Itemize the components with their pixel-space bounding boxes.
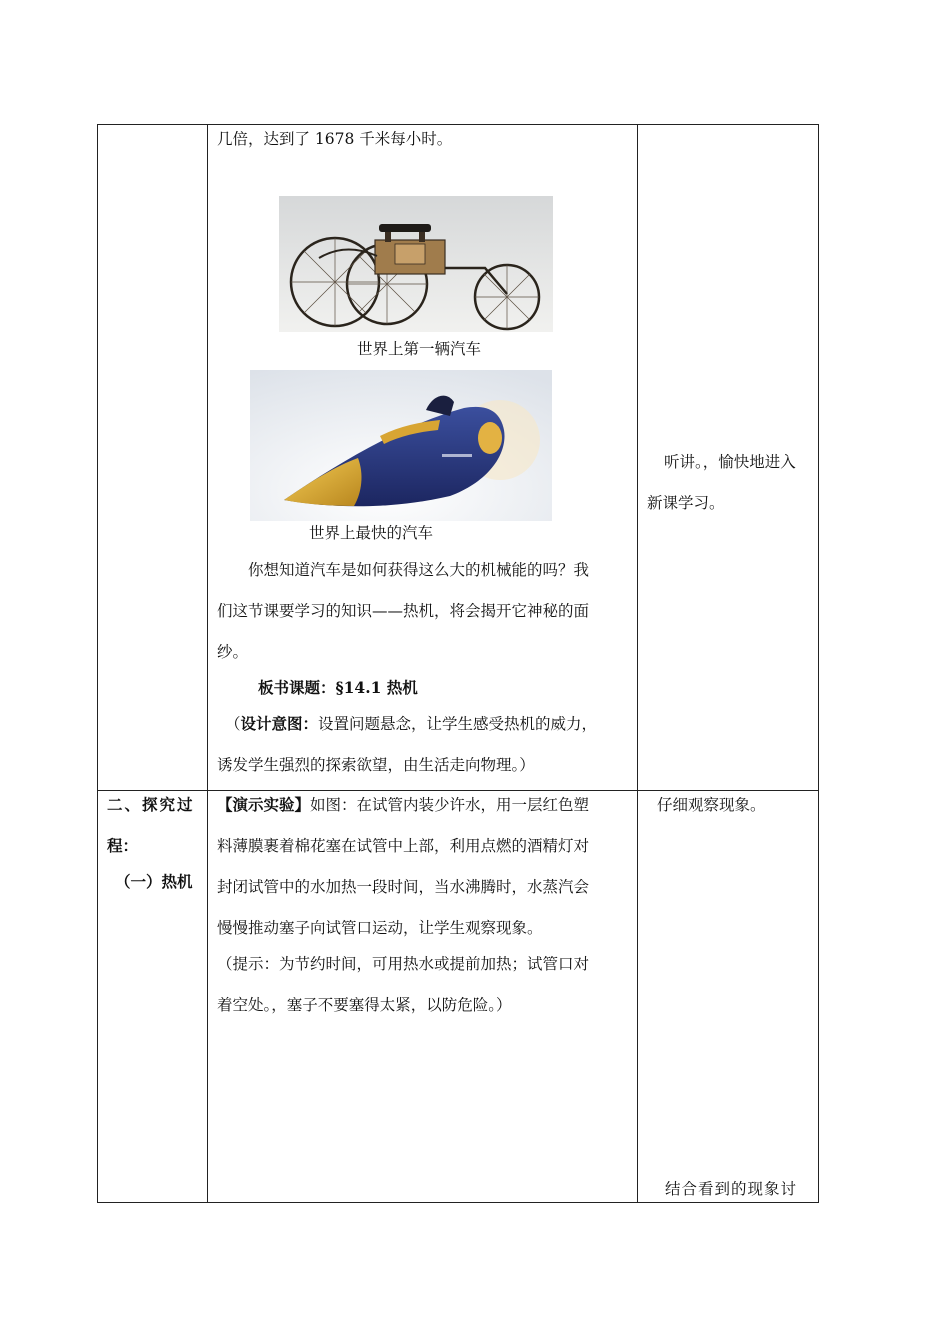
- column-divider-1: [207, 125, 208, 1202]
- intro-paragraph-line-2: 们这节课要学习的知识——热机，将会揭开它神秘的面: [217, 602, 590, 620]
- student-activity-2: 仔细观察现象。: [657, 796, 766, 814]
- fastest-car-image: [250, 370, 552, 521]
- design-open-paren: （: [225, 715, 241, 733]
- board-title: [258, 678, 418, 698]
- demo-label: 【演示实验】: [217, 795, 311, 814]
- design-intent-line-2: 诱发学生强烈的探索欲望，由生活走向物理。）: [217, 756, 535, 774]
- hint-line-1: （提示：为节约时间，可用热水或提前加热；试管口对: [217, 955, 590, 973]
- intro-line: 几倍，达到了 1678 千米每小时。: [217, 130, 453, 148]
- section-heading-line-2: 程：: [107, 836, 139, 855]
- section-heading-line-1: 二、探究过: [107, 795, 195, 814]
- row-divider: [98, 790, 818, 791]
- demo-line-3: 封闭试管中的水加热一段时间，当水沸腾时，水蒸汽会: [217, 878, 590, 896]
- fastest-car-photo: [250, 370, 552, 521]
- hint-line-2: 着空处。，塞子不要塞得太紧，以防危险。）: [217, 996, 512, 1014]
- first-car-photo: [279, 196, 553, 332]
- board-title-value: §14.1 热机: [335, 678, 418, 697]
- subsection-heading: （一）热机: [115, 872, 193, 891]
- intro-paragraph-line-1: 你想知道汽车是如何获得这么大的机械能的吗？我: [248, 561, 590, 579]
- design-intent-line-1: [225, 714, 597, 734]
- first-car-image: [279, 196, 553, 332]
- student-activity-1-line-2: 新课学习。: [647, 494, 725, 512]
- demo-line-2: 料薄膜裹着棉花塞在试管中上部，利用点燃的酒精灯对: [217, 837, 590, 855]
- first-car-caption: 世界上第一辆汽车: [357, 340, 482, 358]
- demo-line-1: [217, 795, 589, 815]
- student-activity-1-line-1: 听讲。，愉快地进入: [664, 453, 796, 471]
- fastest-car-caption: 世界上最快的汽车: [309, 524, 434, 542]
- intro-paragraph-line-3: 纱。: [217, 643, 249, 661]
- design-intent-label: 设计意图：: [240, 714, 319, 733]
- student-activity-3: 结合看到的现象讨: [665, 1180, 798, 1198]
- design-intent-text-1: 设置问题悬念，让学生感受热机的威力，: [318, 715, 598, 733]
- demo-text-1: 如图：在试管内装少许水，用一层红色塑: [310, 796, 590, 814]
- demo-line-4: 慢慢推动塞子向试管口运动，让学生观察现象。: [217, 919, 543, 937]
- column-divider-2: [637, 125, 638, 1202]
- board-title-label: 板书课题：: [258, 678, 336, 697]
